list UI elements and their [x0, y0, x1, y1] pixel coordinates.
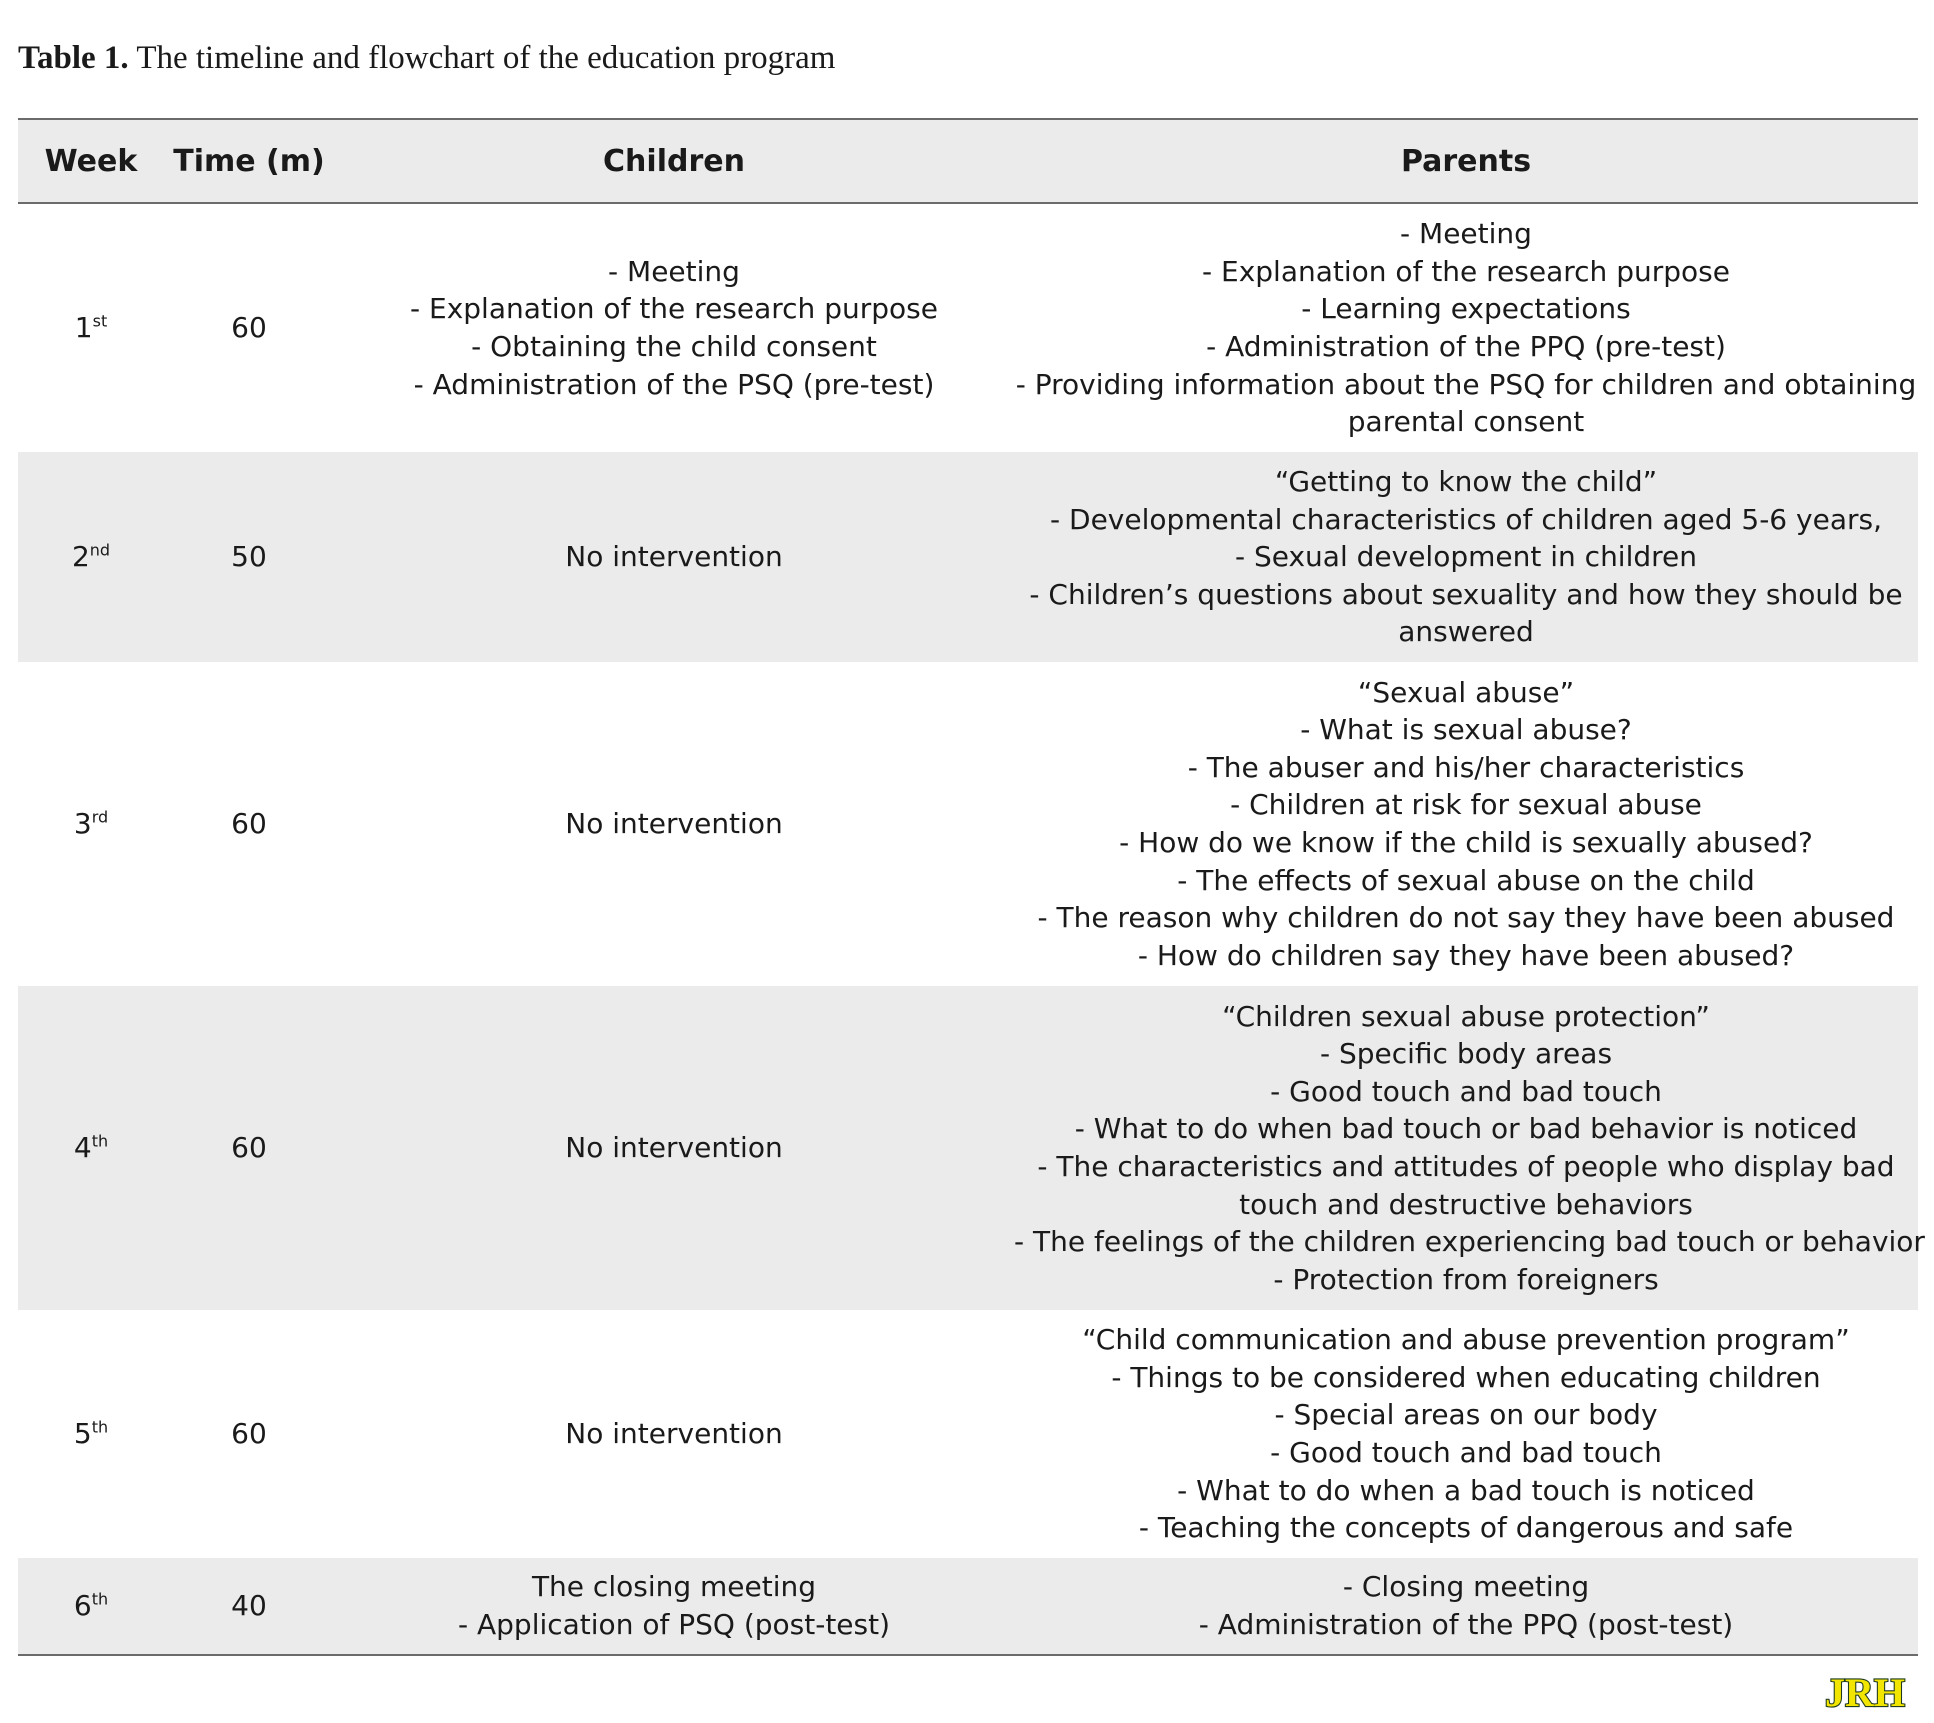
parents-line: - What to do when a bad touch is noticed	[1177, 1473, 1755, 1507]
parents-line: - The characteristics and attitudes of people who display bad	[1037, 1150, 1895, 1183]
children-line: No intervention	[565, 1417, 783, 1451]
parents-line: - Developmental characteristics of children aged 5-6 years,	[1050, 502, 1882, 536]
children-line: The closing meeting	[531, 1570, 817, 1604]
children-line: - Obtaining the child consent	[471, 330, 877, 363]
cell-parents	[1014, 1310, 1918, 1558]
table-caption	[18, 40, 835, 77]
parents-line: - Things to be considered when educating children	[1111, 1360, 1821, 1394]
parents-line: “Getting to know the child”	[1274, 465, 1658, 499]
table-caption-text: The timeline and flowchart of the education program	[136, 40, 836, 76]
week-number: 1	[74, 311, 93, 345]
table-header-row	[18, 119, 1918, 203]
parents-line: - Good touch and bad touch	[1270, 1074, 1662, 1108]
parents-line: “Sexual abuse”	[1357, 675, 1575, 709]
parents-line: - The abuser and his/her characteristics	[1187, 750, 1745, 784]
parents-line: - Closing meeting	[1342, 1570, 1590, 1604]
jrh-logo-text: JRH	[1825, 1671, 1905, 1713]
parents-line: touch and destructive behaviors	[1239, 1187, 1693, 1221]
cell-time: 40	[164, 1558, 334, 1655]
parents-line: - Children’s questions about sexuality and how they should be	[1029, 577, 1903, 611]
cell-parents	[1014, 452, 1918, 662]
cell-week	[18, 986, 164, 1310]
parents-line: - Learning expectations	[1301, 292, 1631, 326]
header-children: Children	[334, 119, 1014, 203]
week-suffix: th	[91, 1417, 109, 1437]
cell-week	[18, 1558, 164, 1655]
parents-line: answered	[1398, 615, 1534, 649]
header-week: Week	[18, 119, 164, 203]
header-parents: Parents	[1014, 119, 1918, 203]
week-number: 2	[71, 540, 90, 574]
parents-line: - Sexual development in children	[1234, 540, 1698, 574]
children-line: No intervention	[565, 807, 783, 841]
week-suffix: nd	[89, 540, 111, 560]
parents-line: “Child communication and abuse prevention program”	[1082, 1323, 1850, 1357]
parents-line: - Children at risk for sexual abuse	[1230, 788, 1702, 822]
table-body	[18, 203, 1925, 1655]
header-time: Time (m)	[164, 119, 334, 203]
week-suffix: th	[91, 1589, 109, 1609]
cell-week	[18, 203, 164, 452]
cell-time: 60	[231, 311, 267, 345]
parents-line: - How do children say they have been abused?	[1137, 938, 1795, 972]
table-caption-label: Table 1.	[18, 40, 129, 76]
parents-line: “Children sexual abuse protection”	[1222, 999, 1710, 1033]
parents-line: - Specific body areas	[1319, 1037, 1613, 1071]
table-row	[18, 452, 1918, 662]
cell-parents	[1014, 986, 1925, 1310]
cell-children	[334, 1558, 1014, 1655]
parents-line: - How do we know if the child is sexually abused?	[1119, 826, 1813, 859]
children-line: - Application of PSQ (post-test)	[457, 1608, 891, 1641]
parents-line: - Administration of the PPQ (post-test)	[1198, 1608, 1734, 1641]
week-number: 3	[73, 807, 92, 841]
parents-line: - Good touch and bad touch	[1270, 1436, 1662, 1469]
week-number: 6	[73, 1589, 92, 1623]
parents-line: - Teaching the concepts of dangerous and safe	[1138, 1511, 1794, 1545]
cell-children	[334, 986, 1014, 1310]
children-line: No intervention	[565, 540, 783, 574]
cell-children	[334, 1310, 1014, 1558]
parents-line: - The feelings of the children experiencing bad touch or behavior	[1014, 1225, 1925, 1259]
table-row	[18, 1558, 1918, 1655]
table-row	[18, 662, 1918, 986]
parents-line: - Special areas on our body	[1274, 1398, 1658, 1432]
children-line: - Administration of the PSQ (pre-test)	[413, 367, 935, 401]
parents-line: - The reason why children do not say they have been abused	[1037, 901, 1895, 935]
parents-line: - What to do when bad touch or bad behavior is noticed	[1074, 1112, 1858, 1146]
cell-parents	[1014, 1558, 1918, 1655]
cell-time: 50	[164, 452, 334, 662]
children-line: No intervention	[565, 1131, 783, 1165]
cell-children	[334, 203, 1014, 452]
cell-week	[18, 1310, 164, 1558]
cell-week	[18, 662, 164, 986]
week-suffix: th	[91, 1131, 109, 1151]
children-line: - Meeting	[608, 254, 740, 288]
cell-week	[18, 452, 164, 662]
week-number: 4	[73, 1131, 92, 1165]
cell-time: 60	[231, 1417, 267, 1451]
table-row	[18, 203, 1918, 452]
cell-time: 60	[164, 986, 334, 1310]
cell-time: 60	[231, 807, 267, 841]
table-row	[18, 1310, 1918, 1558]
parents-line: parental consent	[1347, 405, 1585, 439]
parents-line: - What is sexual abuse?	[1300, 713, 1632, 747]
cell-parents	[1014, 203, 1918, 452]
parents-line: - Meeting	[1400, 217, 1532, 251]
week-suffix: st	[92, 311, 108, 331]
week-suffix: rd	[91, 807, 109, 827]
cell-parents	[1014, 662, 1918, 986]
cell-children	[334, 662, 1014, 986]
parents-line: - Protection from foreigners	[1273, 1262, 1659, 1296]
program-table	[18, 118, 1925, 1656]
cell-children	[334, 452, 1014, 662]
children-line: - Explanation of the research purpose	[410, 292, 938, 326]
parents-line: - Administration of the PPQ (pre-test)	[1206, 330, 1726, 363]
parents-line: - Providing information about the PSQ for children and obtaining	[1015, 367, 1917, 401]
jrh-logo	[1810, 1671, 1920, 1713]
parents-line: - Explanation of the research purpose	[1202, 254, 1730, 288]
week-number: 5	[73, 1417, 92, 1451]
table-row	[18, 986, 1918, 1310]
parents-line: - The effects of sexual abuse on the child	[1177, 863, 1755, 897]
